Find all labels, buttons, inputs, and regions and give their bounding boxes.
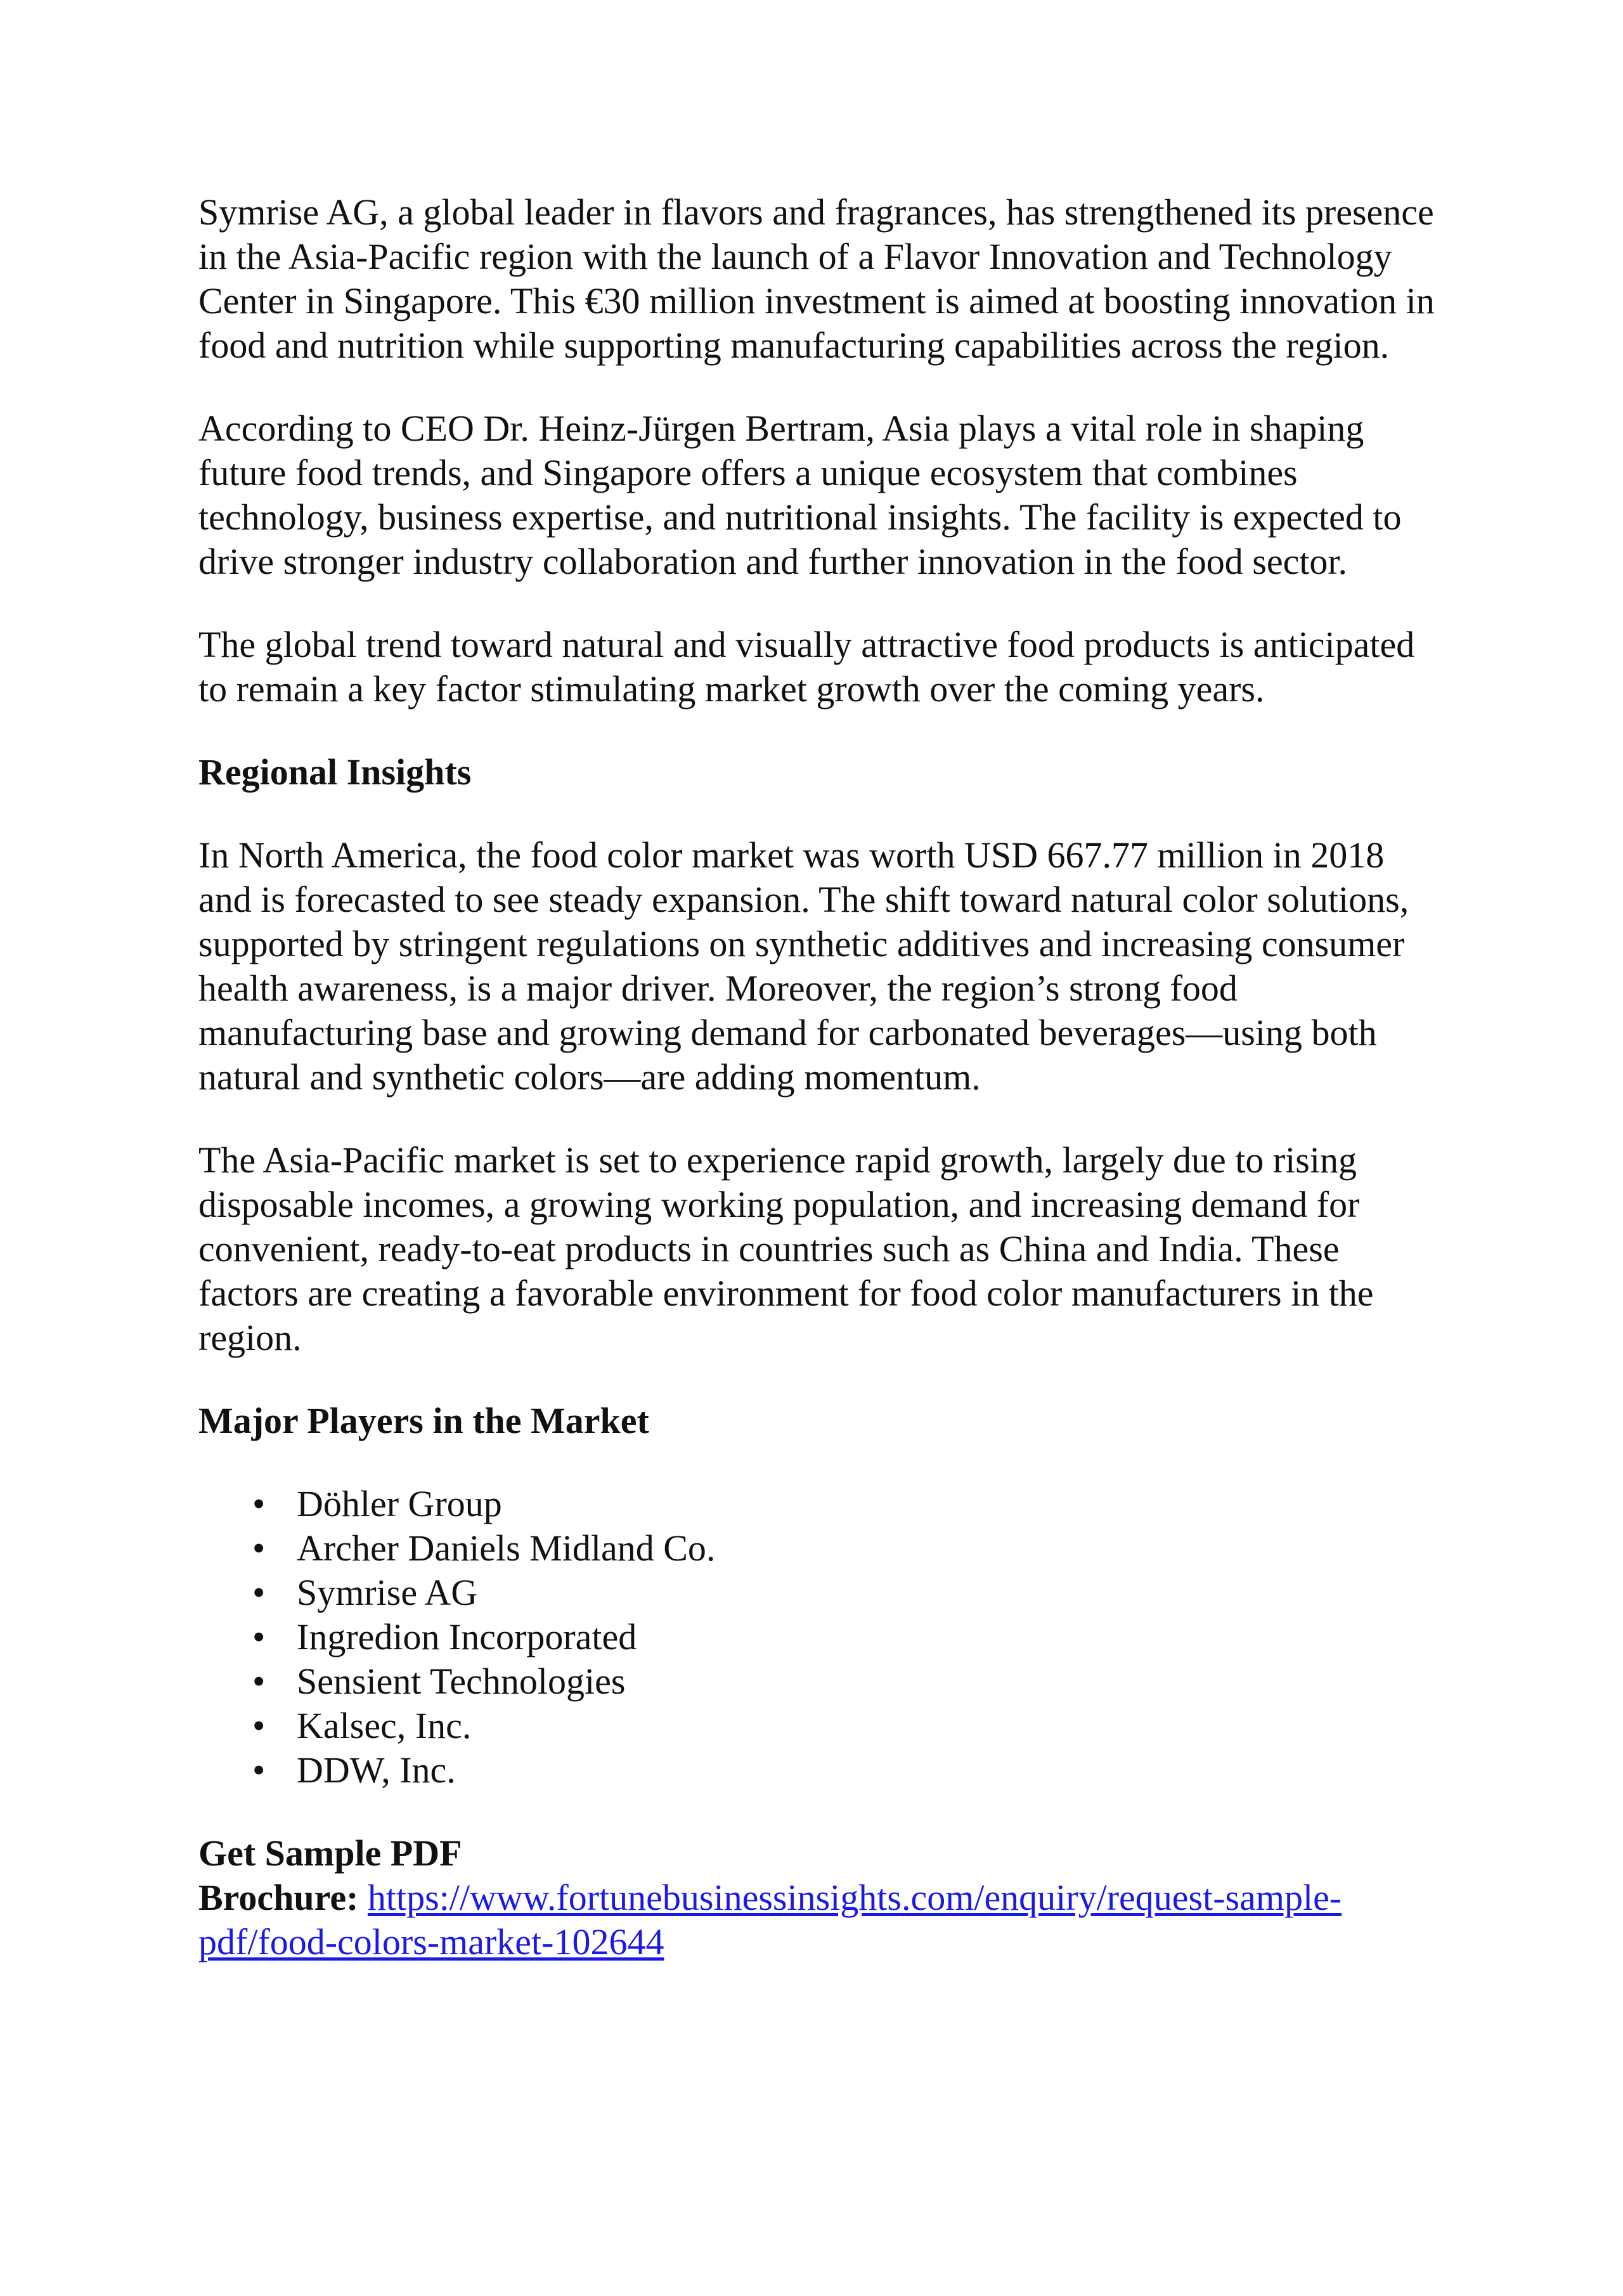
- regional-insights-heading: Regional Insights: [198, 751, 472, 793]
- list-item: [198, 1615, 1441, 1659]
- list-item: [198, 1659, 1441, 1704]
- brochure-label: Brochure:: [198, 1877, 359, 1918]
- player-name: DDW, Inc.: [297, 1749, 456, 1791]
- document-page: [198, 190, 1441, 1964]
- major-players-heading: Major Players in the Market: [198, 1400, 649, 1441]
- player-name: Ingredion Incorporated: [297, 1616, 637, 1657]
- player-name: Döhler Group: [297, 1483, 502, 1524]
- regional-paragraph-asia-pacific: The Asia-Pacific market is set to experience rapid growth, largely due to rising disposable incomes, a growing working population, and increasing demand for convenient, ready-to-eat products in countries such as China and India. These factors are creating a favorable environment for food color manufacturers in the region.: [198, 1139, 1374, 1358]
- sample-pdf-link[interactable]: https://www.fortunebusinessinsights.com/enquiry/request-sample-pdf/food-colors-market-102644: [198, 1877, 1342, 1962]
- bullet-icon: •: [252, 1572, 266, 1613]
- bullet-icon: •: [252, 1616, 266, 1657]
- bullet-icon: •: [252, 1527, 266, 1569]
- regional-paragraph-north-america: In North America, the food color market was worth USD 667.77 million in 2018 and is forecasted to see steady expansion. The shift toward natural color solutions, supported by stringent regulations on synthetic additives and increasing consumer health awareness, is a major driver. Moreover, the region’s strong food manufacturing base and growing demand for carbonated beverages—using both natural and synthetic colors—are adding momentum.: [198, 834, 1409, 1098]
- bullet-icon: •: [252, 1749, 266, 1791]
- list-item: [198, 1571, 1441, 1615]
- list-item: [198, 1748, 1441, 1793]
- intro-paragraph-ceo-quote: According to CEO Dr. Heinz-Jürgen Bertram, Asia plays a vital role in shaping future food trends, and Singapore offers a unique ecosystem that combines technology, business expertise, and nutritional insights. The facility is expected to drive stronger industry collaboration and further innovation in the food sector.: [198, 408, 1402, 582]
- list-item: [198, 1704, 1441, 1748]
- major-players-list: [198, 1482, 1441, 1793]
- sample-pdf-callout: [198, 1831, 1441, 1964]
- list-item: [198, 1526, 1441, 1571]
- bullet-icon: •: [252, 1705, 266, 1746]
- intro-paragraph-global-trend: The global trend toward natural and visually attractive food products is anticipated to remain a key factor stimulating market growth over the coming years.: [198, 624, 1415, 710]
- intro-paragraph-symrise: Symrise AG, a global leader in flavors and fragrances, has strengthened its presence in the Asia-Pacific region with the launch of a Flavor Innovation and Technology Center in Singapore. This €30 million investment is aimed at boosting innovation in food and nutrition while supporting manufacturing capabilities across the region.: [198, 191, 1435, 366]
- brochure-line: [198, 1876, 1441, 1964]
- player-name: Kalsec, Inc.: [297, 1705, 472, 1746]
- bullet-icon: •: [252, 1661, 266, 1702]
- bullet-icon: •: [252, 1483, 266, 1524]
- player-name: Archer Daniels Midland Co.: [297, 1527, 716, 1569]
- get-sample-pdf-heading: Get Sample PDF: [198, 1832, 462, 1874]
- player-name: Sensient Technologies: [297, 1661, 626, 1702]
- list-item: [198, 1482, 1441, 1526]
- player-name: Symrise AG: [297, 1572, 478, 1613]
